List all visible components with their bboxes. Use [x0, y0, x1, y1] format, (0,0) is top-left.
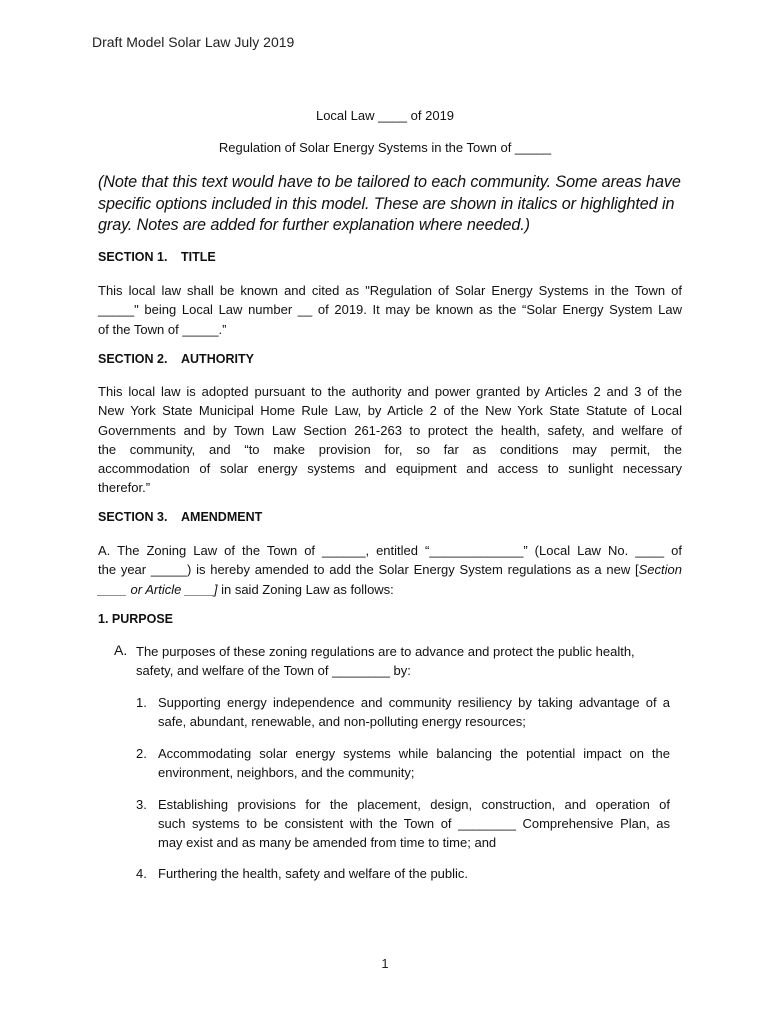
item-line: may exist and as many be amended from time to time; and: [158, 835, 497, 850]
item-line: Furthering the health, safety and welfare of the public.: [158, 866, 469, 881]
body-line: accommodation of solar energy systems and equipment and access to sunlight necessary: [98, 461, 682, 477]
editor-note: [98, 172, 684, 237]
body-line: safety, and welfare of the Town of ________ by:: [136, 663, 411, 679]
body-text: the year _____) is hereby amended to add the Solar Energy System regulations as a new [: [98, 562, 639, 578]
local-law-title: Local Law ____ of 2019: [315, 108, 455, 123]
subsection-a-label: A.: [114, 642, 128, 658]
section-1-heading: [98, 250, 216, 264]
body-text: in said Zoning Law as follows:: [217, 581, 394, 597]
body-line: This local law is adopted pursuant to the authority and power granted by Articles 2 and 3 of the: [98, 384, 682, 399]
section-3-body: [98, 541, 682, 599]
subsection-a-text: [136, 642, 684, 681]
section-2-body: [98, 382, 682, 498]
section-3-heading: [98, 510, 262, 524]
item-line: safe, abundant, renewable, and non-polluting energy resources;: [158, 714, 526, 729]
purpose-heading: 1. PURPOSE: [98, 612, 174, 626]
section-number: SECTION 2.: [98, 352, 168, 366]
section-title: AMENDMENT: [181, 510, 263, 524]
item-number: 4.: [136, 866, 147, 881]
item-number: 2.: [136, 746, 147, 761]
section-title: TITLE: [181, 250, 216, 264]
body-line: _____" being Local Law number __ of 2019. It may be known as the “Solar Energy System Law: [98, 302, 682, 318]
body-line: of the Town of _____.”: [98, 321, 227, 337]
page-number: 1: [381, 956, 389, 971]
body-italic-text: Section: [638, 562, 682, 578]
note-line: (Note that this text would have to be tailored to each community. Some areas have: [98, 173, 681, 191]
note-line: gray. Notes are added for further explanation where needed.): [98, 216, 530, 234]
body-italic-text: ____ or Article ____]: [98, 581, 218, 597]
item-number: 1.: [136, 695, 147, 710]
item-line: environment, neighbors, and the community;: [158, 765, 415, 780]
body-line: therefor.”: [98, 480, 151, 496]
section-title: AUTHORITY: [181, 352, 254, 366]
body-line: [98, 580, 682, 599]
section-1-body: [98, 281, 682, 339]
item-number: 3.: [136, 797, 147, 812]
item-line: Establishing provisions for the placement, design, construction, and operation of: [158, 797, 670, 812]
body-line: A. The Zoning Law of the Town of ______, entitled “_____________” (Local Law No. ____ of: [98, 543, 682, 558]
note-line: specific options included in this model. These are shown in italics or highlighted in: [98, 194, 675, 213]
body-line: Governments and by Town Law Section 261-263 to protect the health, safety, and welfare of: [98, 422, 682, 438]
body-line: The purposes of these zoning regulations are to advance and protect the public health,: [136, 644, 635, 659]
body-line: the community, and “to make provision for, so far as conditions may permit, the: [98, 441, 682, 457]
body-line: New York State Municipal Home Rule Law, by Article 2 of the New York State Statute of Local: [98, 403, 682, 419]
section-2-heading: [98, 352, 254, 366]
running-header: Draft Model Solar Law July 2019: [92, 34, 295, 50]
item-line: Accommodating solar energy systems while balancing the potential impact on the: [158, 746, 670, 761]
section-number: SECTION 1.: [98, 250, 168, 264]
body-line: [98, 560, 682, 579]
item-line: Supporting energy independence and community resiliency by taking advantage of a: [158, 695, 670, 710]
regulation-title: Regulation of Solar Energy Systems in the Town of _____: [218, 140, 552, 155]
section-number: SECTION 3.: [98, 510, 168, 524]
body-line: This local law shall be known and cited as "Regulation of Solar Energy Systems in the Town of: [98, 283, 682, 298]
item-line: such systems to be consistent with the Town of ________ Comprehensive Plan, as: [158, 816, 670, 831]
